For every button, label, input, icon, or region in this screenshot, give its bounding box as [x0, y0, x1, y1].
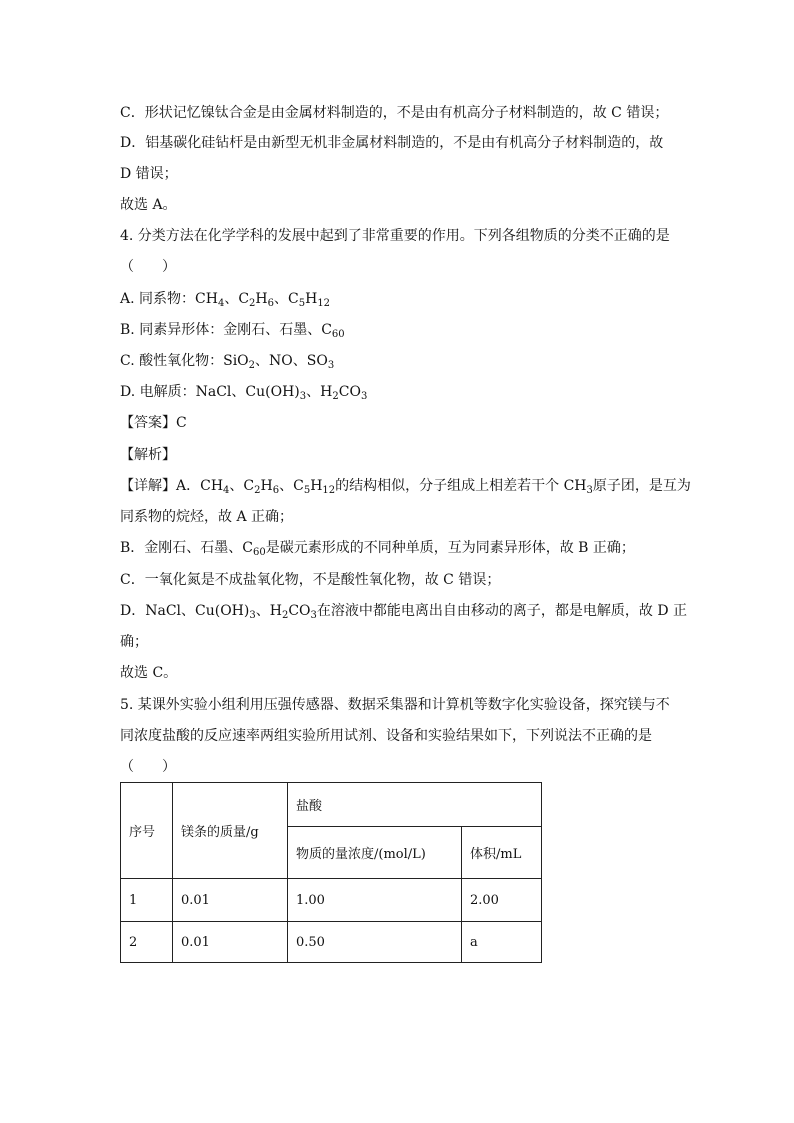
cell-mass: 0.01	[173, 879, 288, 922]
detail-line-b: B．金刚石、石墨、$C_{60}$是碳元素形成的不同种单质，互为同素异形体，故 B 正确；	[120, 540, 635, 558]
explanation-line-c: C．形状记忆镍钛合金是由金属材料制造的，不是由有机高分子材料制造的，故 C 错误；	[120, 105, 669, 121]
option-b: B. 同素异形体：金刚石、石墨、$C_{60}$	[120, 322, 345, 340]
header-acid: 盐酸	[288, 783, 542, 827]
detail-line-d: D．NaCl、$Cu(OH)_3$、$H_2CO_3$在溶液中都能电离出自由移动的离子，都是电解质，故 D 正	[120, 603, 688, 621]
explanation-line-d-cont: D 错误；	[120, 166, 178, 182]
cell-mass: 0.01	[173, 922, 288, 963]
analysis-label: 【解析】	[120, 447, 176, 463]
cell-seq: 1	[121, 879, 173, 922]
cell-concentration: 1.00	[288, 879, 462, 922]
question-4-paren: （ ）	[120, 259, 176, 275]
table-row	[121, 922, 542, 963]
header-mass: 镁条的质量/g	[173, 783, 288, 879]
explanation-line-d: D．铝基碳化硅钻杆是由新型无机非金属材料制造的，不是由有机高分子材料制造的，故	[120, 135, 664, 151]
cell-volume: 2.00	[462, 879, 542, 922]
question-5-paren: （ ）	[120, 759, 176, 775]
option-d: D. 电解质：NaCl、$Cu(OH)_3$、$H_2CO_3$	[120, 384, 368, 402]
detail-line-c: C．一氧化氮是不成盐氧化物，不是酸性氧化物，故 C 错误；	[120, 572, 501, 588]
header-volume: 体积/mL	[462, 827, 542, 879]
experiment-table	[120, 782, 542, 963]
detail-line-a-cont: 同系物的烷烃，故 A 正确；	[120, 509, 294, 525]
detail-line-d-cont: 确；	[120, 634, 148, 650]
question-4-stem: 4. 分类方法在化学学科的发展中起到了非常重要的作用。下列各组物质的分类不正确的是	[120, 228, 670, 244]
option-a: A. 同系物：$CH_4$、$C_2H_6$、$C_5H_{12}$	[120, 291, 331, 309]
detail-line-a: 【详解】A．$CH_4$、$C_2H_6$、$C_5H_{12}$的结构相似，分子组成上相差若干个 $CH_3$原子团，是互为	[120, 478, 691, 496]
answer-label: 【答案】C	[120, 415, 187, 431]
header-concentration: 物质的量浓度/(mol/L)	[288, 827, 462, 879]
question-5-stem-2: 同浓度盐酸的反应速率两组实验所用试剂、设备和实验结果如下，下列说法不正确的是	[120, 728, 652, 744]
cell-volume: a	[462, 922, 542, 963]
cell-concentration: 0.50	[288, 922, 462, 963]
cell-seq: 2	[121, 922, 173, 963]
header-seq: 序号	[121, 783, 173, 879]
conclusion-line: 故选 A。	[120, 197, 177, 213]
question-5-stem-1: 5. 某课外实验小组利用压强传感器、数据采集器和计算机等数字化实验设备，探究镁与不	[120, 697, 670, 713]
detail-conclusion: 故选 C。	[120, 665, 178, 681]
table-row	[121, 879, 542, 922]
option-c: C. 酸性氧化物：SiO$_2$、NO、$SO_3$	[120, 353, 335, 371]
